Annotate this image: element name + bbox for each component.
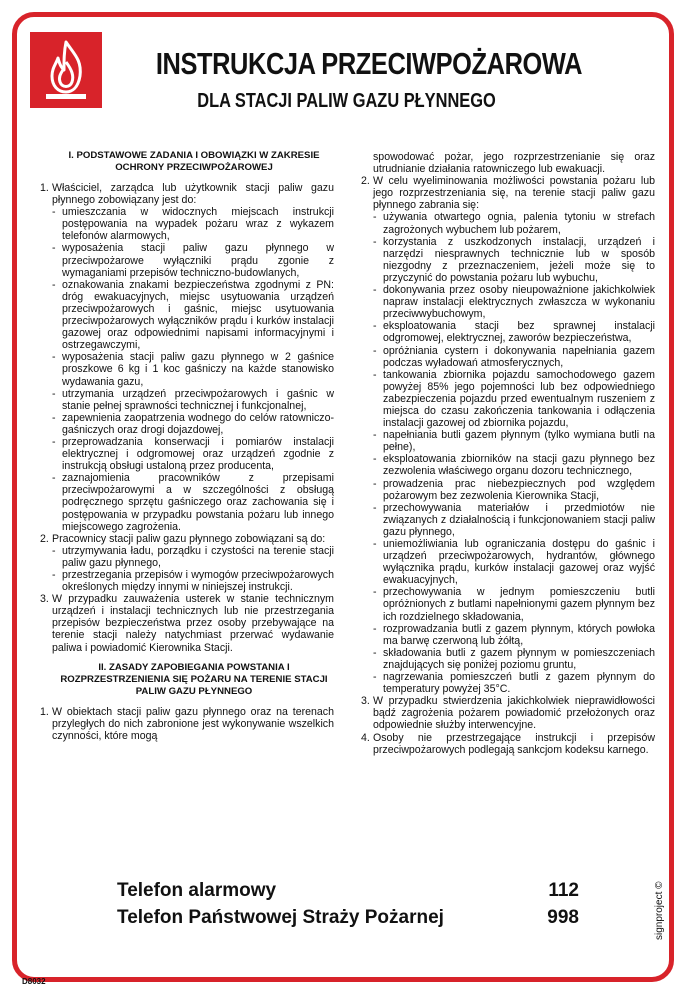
sub-item: - prowadzenia prac niebezpiecznych pod względem pożarowym bez zezwolenia Kierownika Stacji,	[373, 477, 655, 502]
section-2-heading-line: ROZPRZESTRZENIENIA SIĘ POŻARU NA TERENIE STACJI	[60, 673, 328, 685]
left-column	[40, 150, 334, 742]
sub-item: - opróżniania cystern i dokonywania napełniania gazem podczas wyładowań atmosferycznych,	[373, 344, 655, 369]
sub-item: - wyposażenia stacji paliw gazu płynnego w 2 gaśnice proszkowe 6 kg i 1 koc gaśniczy na każde stanowisko wydawania gazu,	[52, 351, 334, 388]
sub-item: - utrzymywania ładu, porządku i czystości na terenie stacji paliw gazu płynnego,	[52, 544, 334, 569]
sub-item: - dokonywania przez osoby nieupoważnione jakichkolwiek napraw instalacji elektrycznych zwłaszcza w wykonaniu przeciwwybuchowym,	[373, 284, 655, 321]
phone-label: Telefon alarmowy	[117, 880, 277, 901]
list-item	[361, 695, 655, 731]
sub-item: - eksploatowania stacji bez sprawnej instalacji odgromowej, elektrycznej, zaworów bezpieczeństwa,	[373, 320, 655, 345]
list-item	[361, 732, 655, 756]
sub-item: - nagrzewania pomieszczeń butli z gazem płynnym do temperatury powyżej 35°C.	[373, 671, 655, 696]
section-1-heading-line: OCHRONY PRZECIWPOŻAROWEJ	[115, 162, 273, 173]
sub-item: - uniemożliwiania lub ograniczania dostępu do gaśnic i urządzeń przeciwpożarowych, hydrantów, głównego wyłącznika prądu, kurków instalacji gazowej oraz wyjść ewakuacyjnych,	[373, 538, 655, 587]
sub-item: - eksploatowania zbiorników na stacji gazu płynnego bez zezwolenia właściwego organu dozoru technicznego,	[373, 453, 655, 478]
list-item	[40, 593, 334, 653]
page-subtitle: DLA STACJI PALIW GAZU PŁYNNEGO	[197, 90, 496, 112]
sub-item: - korzystania z uszkodzonych instalacji, urządzeń i narzędzi niesprawnych technicznie lub w sposób niezgodny z przeznaczeniem, jeżeli może się to przyczynić do powstania pożaru lub wybuchu,	[373, 235, 655, 284]
sub-item: - używania otwartego ognia, palenia tytoniu w strefach zagrożonych wybuchem lub pożarem,	[373, 211, 655, 236]
phone-number: 998	[547, 907, 579, 928]
list-item	[361, 175, 655, 695]
item-text: Osoby nie przestrzegające instrukcji i przepisów przeciwpożarowych podlegają sankcjom kodeksu karnego.	[373, 731, 655, 756]
item-number: 4.	[361, 731, 370, 744]
flame-icon	[30, 32, 102, 108]
sub-item: - tankowania zbiornika pojazdu samochodowego gazem powyżej 85% jego pojemności lub bez odpowiedniego zabezpieczenia pojazdu przed ewentualnym ruszeniem z miejsca do czasu zakończenia tankowania i odłączenia instalacji gazowej od zbiornika pojazdu,	[373, 368, 655, 430]
phone-row-fire-brigade	[117, 904, 579, 931]
section-1-heading-line: I. PODSTAWOWE ZADANIA I OBOWIĄZKI W ZAKRESIE	[68, 150, 320, 161]
sub-item: - napełniania butli gazem płynnym (tylko wymiana butli na pełne),	[373, 429, 655, 454]
item-text-continuation: spowodować pożar, jego rozprzestrzenianie się oraz utrudnianie działania ratowniczego lub ewakuacji.	[373, 151, 655, 176]
sub-item: - wyposażenia stacji paliw gazu płynnego w przeciwpożarowe wyłączniki prądu zgonie z wymaganiami przepisów techniczno-budowlanych,	[52, 242, 334, 279]
item-text: Właściciel, zarządca lub użytkownik stacji paliw gazu płynnego zobowiązany jest do:	[52, 182, 334, 207]
sub-item: - zaznajomienia pracowników z przepisami przeciwpożarowymi a w szczególności z obsługą podręcznego sprzętu gaśniczego oraz zachowania się i postępowania w przypadku powstania pożaru lub innego miejscowego zagrożenia.	[52, 472, 334, 533]
fire-hazard-logo	[30, 32, 102, 108]
item-number: 3.	[40, 593, 49, 606]
sub-item: - utrzymania urządzeń przeciwpożarowych i gaśnic w stanie pełnej sprawności technicznej i funkcjonalnej,	[52, 387, 334, 412]
item-text: W obiektach stacji paliw gazu płynnego oraz na terenach przyległych do nich zabronione jest wykonywanie wszelkich czynności, które mogą	[52, 705, 334, 742]
sub-item: - przeprowadzania konserwacji i pomiarów instalacji elektrycznej i odgromowej oraz urządzeń zgodnie z instrukcją obsługi ustaloną przez producenta,	[52, 435, 334, 473]
item-text: W przypadku stwierdzenia jakichkolwiek nieprawidłowości bądź zagrożenia pożarem powiadomić przełożonych oraz odpowiednie służby interwencyjne.	[373, 695, 655, 732]
item-number: 2.	[40, 532, 49, 545]
sub-item: - przechowywania w jednym pomieszczeniu butli opróżnionych z butlami napełnionymi gazem płynnym bez ich rozdzielnego składowania,	[373, 586, 655, 623]
page-title: INSTRUKCJA PRZECIWPOŻAROWA	[155, 46, 583, 81]
list-item	[40, 533, 334, 593]
phone-row-alarm	[117, 877, 579, 904]
item-number: 1.	[40, 182, 49, 194]
item-number: 2.	[361, 175, 370, 188]
brand-credit: signproject ©	[654, 881, 665, 940]
list-item	[40, 706, 334, 742]
sub-item: - umieszczania w widocznych miejscach instrukcji postępowania na wypadek pożaru wraz z wykazem telefonów alarmowych,	[52, 206, 334, 243]
section-2-heading-line: II. ZASADY ZAPOBIEGANIA POWSTANIA I	[98, 661, 290, 673]
sub-item: - oznakowania znakami bezpieczeństwa zgodnymi z PN: dróg ewakuacyjnych, miejsc usytuowania urządzeń przeciwpożarowych i gaśnic, miejsc usytuowania przeciwpożarowych wyłączników prądu i kurków instalacji gazowej oraz odpowiednimi napisami informacyjnymi i ostrzegawczymi,	[52, 278, 334, 352]
sub-item: - przestrzegania przepisów i wymogów przeciwpożarowych określonych między innymi w niniejszej instrukcji.	[52, 569, 334, 594]
sub-item: - rozprowadzania butli z gazem płynnym, których powłoka ma barwę czerwoną lub żółtą,	[373, 622, 655, 647]
sub-item: - przechowywania materiałów i przedmiotów nie związanych z działalnością i funkcjonowaniem stacji paliw gazu płynnego,	[373, 501, 655, 538]
emergency-phones	[117, 877, 579, 931]
item-text: W przypadku zauważenia usterek w stanie technicznym urządzeń i instalacji technicznych lub nie przestrzegania przepisów bezpieczeństwa przez osoby przebywające na terenie stacji należy natychmiast przerwać wydawanie paliwa i powiadomić Kierownika Stacji.	[52, 593, 334, 654]
item-text: W celu wyeliminowania możliwości powstania pożaru lub jego rozprzestrzeniania się, na terenie stacji paliw gazu płynnego zabrania się:	[373, 175, 655, 212]
sub-item: - zapewnienia zaopatrzenia wodnego do celów ratowniczo-gaśniczych oraz drogi dojazdowej,	[52, 411, 334, 436]
right-column	[361, 151, 655, 756]
sub-item: - składowania butli z gazem płynnym w pomieszczeniach znajdujących się poniżej poziomu gruntu,	[373, 646, 655, 671]
phone-number: 112	[548, 880, 579, 901]
section-2-heading	[40, 662, 334, 698]
section-1-heading	[40, 150, 334, 174]
phone-label: Telefon Państwowej Straży Pożarnej	[117, 907, 444, 928]
section-2-heading-line: PALIW GAZU PŁYNNEGO	[135, 685, 253, 697]
item-number: 3.	[361, 695, 370, 708]
list-item	[40, 182, 334, 533]
item-number: 1.	[40, 705, 49, 718]
item-text: Pracownicy stacji paliw gazu płynnego zobowiązani są do:	[52, 532, 326, 545]
product-code: D8032	[22, 977, 46, 986]
